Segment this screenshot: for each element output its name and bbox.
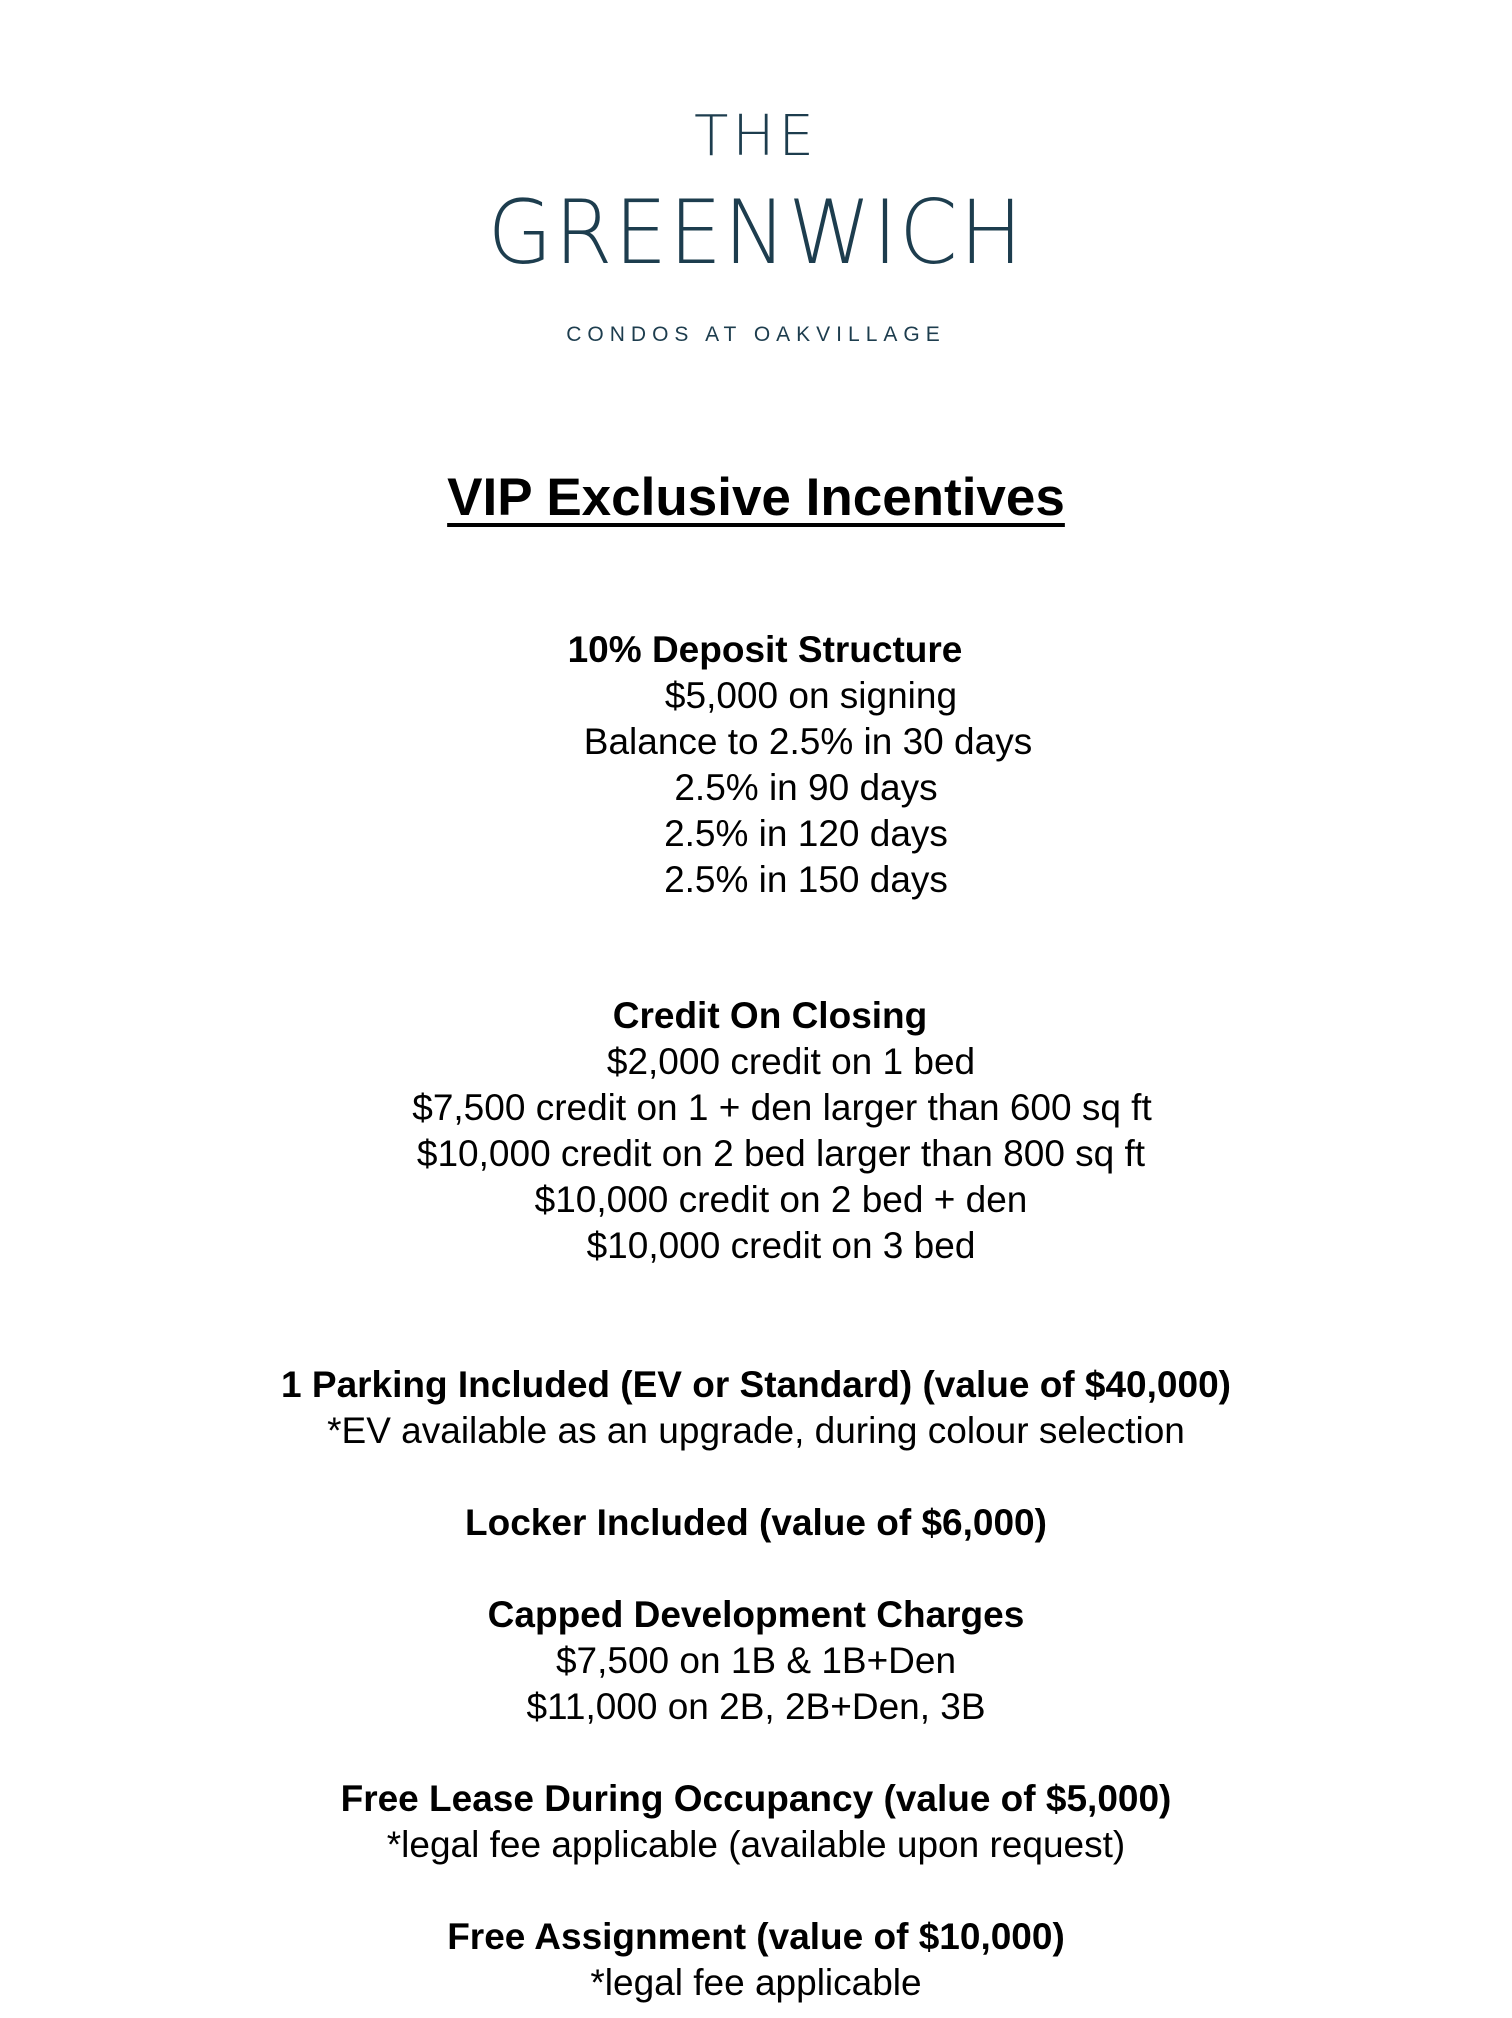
assignment-note: *legal fee applicable	[590, 1962, 922, 2003]
deposit-line: Balance to 2.5% in 30 days	[583, 721, 1033, 762]
development-line: $7,500 on 1B & 1B+Den	[555, 1640, 957, 1681]
credit-line: $10,000 credit on 2 bed + den	[534, 1179, 1028, 1220]
parking-note: *EV available as an upgrade, during colour selection	[327, 1410, 1185, 1451]
credit-line: $7,500 credit on 1 + den larger than 600 sq ft	[412, 1087, 1152, 1128]
deposit-line: 2.5% in 120 days	[664, 813, 948, 854]
brand-logo	[0, 105, 1512, 349]
free-lease-section	[0, 1776, 1512, 1868]
parking-section	[0, 1362, 1512, 1454]
deposit-title: 10% Deposit Structure	[567, 629, 963, 670]
page-heading: VIP Exclusive Incentives	[447, 468, 1065, 527]
lease-title: Free Lease During Occupancy (value of $5,000)	[340, 1778, 1172, 1819]
credit-title: Credit On Closing	[612, 995, 928, 1036]
logo-line-greenwich: GREENWICH	[487, 181, 1025, 284]
credit-line: $10,000 credit on 3 bed	[586, 1225, 976, 1266]
credit-line: $2,000 credit on 1 bed	[606, 1041, 976, 1082]
assignment-title: Free Assignment (value of $10,000)	[447, 1916, 1065, 1957]
credit-on-closing-section	[0, 993, 1512, 1269]
deposit-line: 2.5% in 90 days	[674, 767, 938, 808]
logo-tagline: CONDOS AT OAKVILLAGE	[566, 323, 946, 346]
lease-note: *legal fee applicable (available upon request)	[386, 1824, 1126, 1865]
free-assignment-section	[0, 1914, 1512, 2006]
development-line: $11,000 on 2B, 2B+Den, 3B	[526, 1686, 986, 1727]
logo-line-the: THE	[694, 104, 818, 169]
parking-title: 1 Parking Included (EV or Standard) (value of $40,000)	[281, 1364, 1231, 1405]
deposit-structure-section	[0, 627, 1512, 903]
development-title: Capped Development Charges	[487, 1594, 1025, 1635]
development-charges-section	[0, 1592, 1512, 1730]
deposit-line: 2.5% in 150 days	[664, 859, 948, 900]
credit-line: $10,000 credit on 2 bed larger than 800 sq ft	[416, 1133, 1146, 1174]
deposit-line: $5,000 on signing	[664, 675, 958, 716]
locker-section	[0, 1500, 1512, 1546]
locker-title: Locker Included (value of $6,000)	[465, 1502, 1047, 1543]
